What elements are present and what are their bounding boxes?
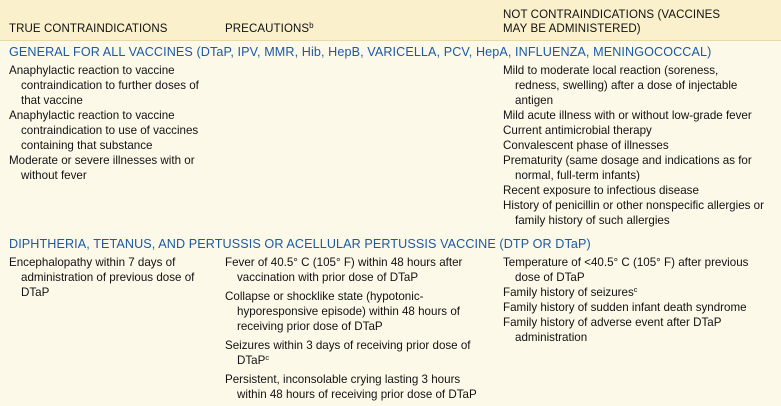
header-precautions-label: PRECAUTIONS [225,23,310,35]
footnote-marker: c [265,353,270,362]
dtap-true-contraindications [9,255,204,300]
list-item: Convalescent phase of illnesses [503,139,669,152]
list-item: Mild to moderate local reaction (soreness, redness, swelling) after a dose of injectable antigen [503,64,738,107]
dtap-precautions [225,255,493,402]
general-not-contraindications [503,63,765,228]
list-item: Moderate or severe illnesses with or without fever [9,154,195,182]
list-item: Prematurity (same dosage and indications as for normal, full-term infants) [503,154,752,182]
header-true-contraindications: TRUE CONTRAINDICATIONS [9,23,168,35]
list-item: Anaphylactic reaction to vaccine contraindication to use of vaccines containing that substance [9,109,199,152]
list-item: Mild acute illness with or without low-grade fever [503,109,752,122]
header-precautions [225,22,314,36]
list-item: Current antimicrobial therapy [503,124,652,137]
list-item: Family history of sudden infant death syndrome [503,301,747,314]
list-item [503,285,765,300]
header-not-contraindications: NOT CONTRAINDICATIONS (VACCINES MAY BE ADMINISTERED) [503,9,721,35]
list-item: Anaphylactic reaction to vaccine contraindication to further doses of that vaccine [9,64,199,107]
header-precautions-footnote: b [309,21,314,30]
family-seizures-text: Family history of seizures [503,286,634,299]
seizures-precaution-text: Seizures within 3 days of receiving prior dose of DTaP [225,339,471,367]
list-item: Encephalopathy within 7 days of administration of previous dose of DTaP [9,256,195,299]
table-header [0,0,781,41]
list-item: Persistent, inconsolable crying lasting 3 hours within 48 hours of receiving prior dose of DTaP [225,373,477,401]
general-true-contraindications [9,63,204,183]
list-item: Temperature of <40.5° C (105° F) after previous dose of DTaP [503,256,749,284]
footnote-marker: c [633,285,638,294]
list-item: Fever of 40.5° C (105° F) within 48 hours after vaccination with prior dose of DTaP [225,256,463,284]
list-item: Family history of adverse event after DTaP administration [503,316,722,344]
dtap-not-contraindications [503,255,765,345]
list-item: History of penicillin or other nonspecific allergies or family history of such allergies [503,199,764,227]
section-title-dtap: DIPHTHERIA, TETANUS, AND PERTUSSIS OR ACELLULAR PERTUSSIS VACCINE (DTP OR DTaP) [9,237,591,251]
list-item [225,338,493,368]
list-item: Recent exposure to infectious disease [503,184,699,197]
list-item: Collapse or shocklike state (hypotonic-hyporesponsive episode) within 48 hours of receiving prior dose of DTaP [225,290,460,333]
section-title-general: GENERAL FOR ALL VACCINES (DTaP, IPV, MMR, Hib, HepB, VARICELLA, PCV, HepA, INFLUENZA, MENINGOCOCCAL) [9,45,712,59]
